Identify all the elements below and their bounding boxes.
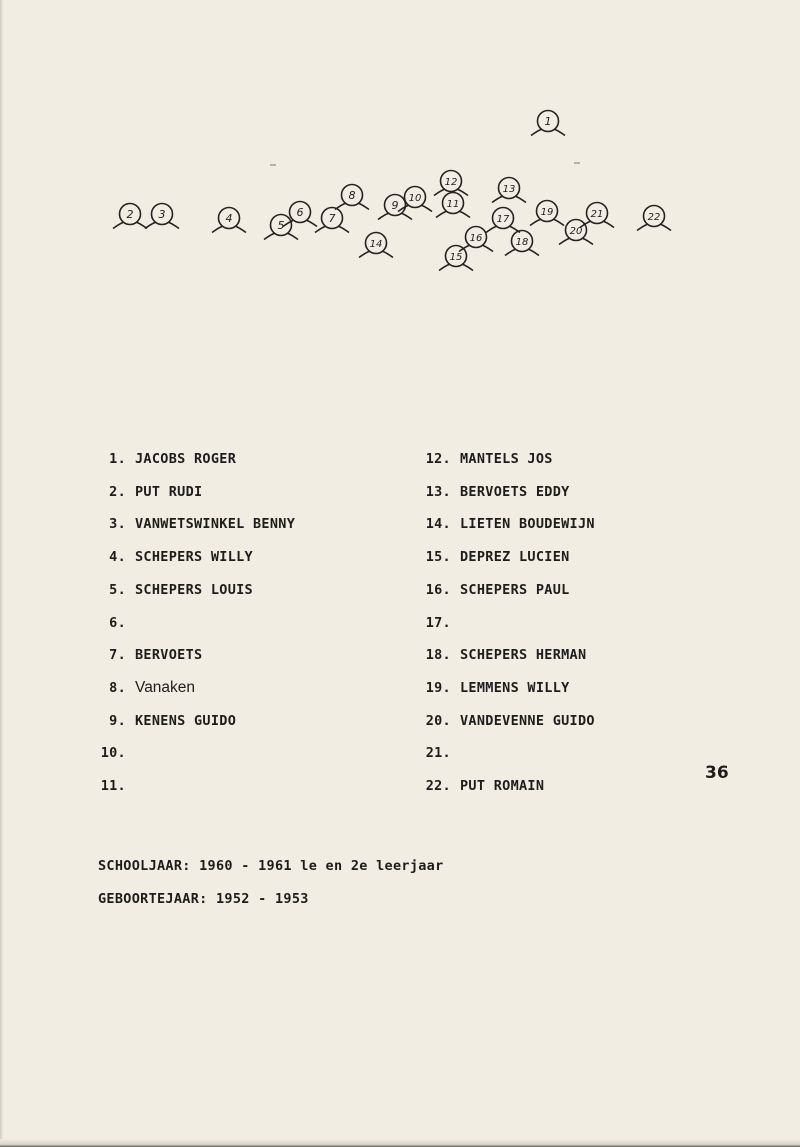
figure-6	[283, 202, 317, 227]
figure-number: 8	[348, 189, 356, 202]
entry-number: 19.	[425, 679, 451, 696]
figure-19	[530, 201, 564, 226]
figure-number: 17	[496, 214, 510, 225]
entry-name: LIETEN BOUDEWIJN	[460, 516, 595, 533]
figure-number: 16	[469, 233, 483, 244]
figure-number: 12	[444, 177, 458, 188]
figure-number: 9	[391, 199, 399, 212]
name-entry	[420, 449, 553, 469]
name-entry	[420, 482, 570, 502]
figure-21	[580, 203, 614, 228]
figure-number: 13	[502, 184, 516, 195]
entry-number: 22.	[425, 778, 451, 794]
name-entry	[420, 776, 544, 796]
figure-number: 15	[449, 252, 463, 263]
entry-number: 16.	[425, 581, 451, 598]
figure-number: 22	[647, 212, 661, 223]
entry-name: PUT ROMAIN	[460, 778, 545, 794]
figure-shoulders	[531, 130, 565, 136]
figure-1	[531, 111, 565, 136]
figure-shoulders	[264, 234, 298, 240]
figure-number: 14	[369, 239, 383, 250]
page-bottom-edge	[0, 1139, 800, 1147]
figure-shoulders	[113, 223, 147, 229]
figure-shoulders	[486, 227, 520, 233]
class-photo-key-diagram	[0, 0, 800, 300]
entry-number: 1.	[109, 451, 126, 467]
figure-shoulders	[378, 214, 412, 220]
figure-number: 2	[126, 208, 134, 221]
figure-number: 7	[328, 212, 336, 225]
figure-number: 21	[590, 209, 604, 220]
figure-shoulders	[637, 225, 671, 231]
figure-number: 3	[158, 208, 166, 221]
figure-number: 4	[225, 212, 233, 225]
entry-number: 9.	[109, 712, 126, 729]
figure-shoulders	[145, 223, 179, 229]
name-entry	[95, 711, 236, 731]
figure-shoulders	[439, 265, 473, 271]
entry-name: MANTELS JOS	[460, 451, 553, 467]
entry-number: 4.	[109, 549, 126, 566]
entry-number: 21.	[425, 745, 451, 762]
figure-shoulders	[212, 227, 246, 233]
school-year-line: SCHOOLJAAR: 1960 - 1961 le en 2e leerjaar	[98, 858, 444, 874]
entry-number: 11.	[100, 778, 126, 794]
entry-name: SCHEPERS HERMAN	[460, 647, 587, 664]
figure-2	[113, 204, 147, 229]
entry-name: BERVOETS	[135, 647, 203, 664]
name-entry	[95, 678, 195, 698]
name-entry	[420, 645, 586, 665]
page-number: 36	[705, 763, 729, 783]
figure-number: 19	[540, 207, 554, 218]
entry-name: Vanaken	[135, 678, 196, 696]
entry-number: 8.	[109, 679, 126, 696]
figure-13	[492, 178, 526, 203]
figure-shoulders	[359, 252, 393, 258]
name-entry	[95, 449, 236, 469]
figure-22	[637, 206, 671, 231]
name-entry	[420, 743, 460, 763]
figure-4	[212, 208, 246, 233]
entry-name: KENENS GUIDO	[135, 712, 237, 729]
figure-number: 1	[544, 115, 552, 128]
figure-3	[145, 204, 179, 229]
entry-number: 14.	[425, 516, 451, 533]
figure-number: 11	[446, 199, 460, 210]
entry-name: SCHEPERS PAUL	[460, 581, 570, 598]
entry-number: 7.	[109, 647, 126, 664]
figure-number: 18	[515, 237, 529, 248]
name-entry	[95, 514, 295, 534]
figure-shoulders	[530, 220, 564, 226]
figure-14	[359, 233, 393, 258]
name-entry	[95, 743, 135, 763]
entry-number: 15.	[425, 549, 451, 566]
name-entry	[420, 613, 460, 633]
entry-name: PUT RUDI	[135, 483, 203, 500]
name-entry	[420, 580, 570, 600]
figure-17	[486, 208, 520, 233]
figure-11	[436, 193, 470, 218]
figure-18	[505, 231, 539, 256]
birth-year-line: GEBOORTEJAAR: 1952 - 1953	[98, 891, 309, 907]
entry-number: 5.	[109, 581, 126, 598]
figure-shoulders	[315, 227, 349, 233]
entry-number: 6.	[109, 614, 126, 631]
entry-number: 10.	[100, 745, 126, 762]
figure-number: 20	[569, 226, 583, 237]
figure-number: 6	[296, 206, 304, 219]
figure-9	[378, 195, 412, 220]
name-entry	[420, 678, 570, 698]
figure-shoulders	[559, 239, 593, 245]
name-entry	[95, 645, 202, 665]
name-entry	[95, 613, 135, 633]
name-entry	[95, 547, 253, 567]
entry-number: 2.	[109, 483, 126, 500]
entry-number: 20.	[425, 712, 451, 729]
name-entry	[420, 711, 595, 731]
figure-shoulders	[283, 221, 317, 227]
figure-12	[434, 171, 468, 196]
entry-number: 12.	[425, 451, 451, 467]
figure-5	[264, 215, 298, 240]
figure-shoulders	[335, 204, 369, 210]
entry-number: 17.	[425, 614, 451, 631]
entry-name: BERVOETS EDDY	[460, 483, 570, 500]
entry-name: DEPREZ LUCIEN	[460, 549, 570, 566]
entry-name: JACOBS ROGER	[135, 451, 237, 467]
figure-shoulders	[505, 250, 539, 256]
figure-8	[335, 185, 369, 210]
figure-number: 5	[277, 219, 285, 232]
figure-shoulders	[492, 197, 526, 203]
name-entry	[95, 482, 202, 502]
entry-number: 13.	[425, 483, 451, 500]
entry-number: 18.	[425, 647, 451, 664]
entry-name: SCHEPERS WILLY	[135, 549, 253, 566]
entry-number: 3.	[109, 516, 126, 533]
entry-name: SCHEPERS LOUIS	[135, 581, 253, 598]
name-entry	[95, 580, 253, 600]
figure-shoulders	[436, 212, 470, 218]
entry-name: VANWETSWINKEL BENNY	[135, 516, 296, 533]
name-entry	[420, 514, 595, 534]
name-entry	[420, 547, 570, 567]
entry-name: LEMMENS WILLY	[460, 679, 570, 696]
figure-number: 10	[408, 193, 422, 204]
entry-name: VANDEVENNE GUIDO	[460, 712, 595, 729]
figure-7	[315, 208, 349, 233]
figure-15	[439, 246, 473, 271]
name-entry	[95, 776, 135, 796]
